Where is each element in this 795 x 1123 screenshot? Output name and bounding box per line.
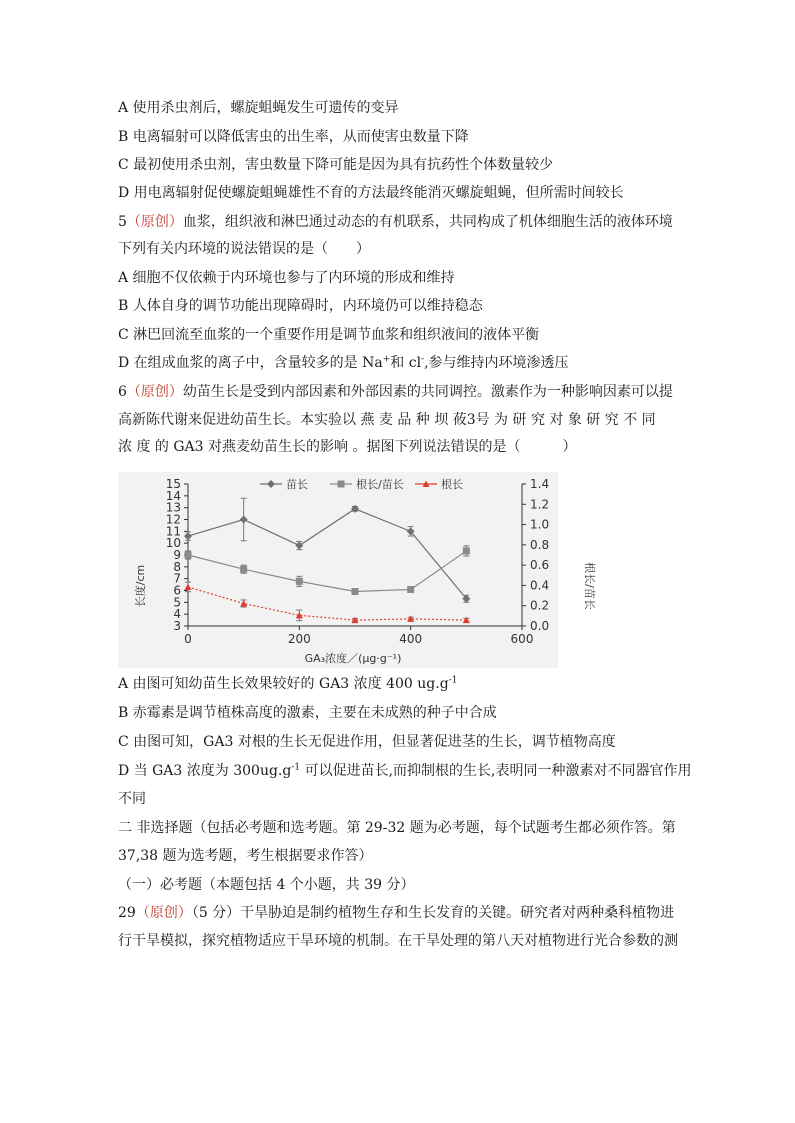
q6-option-a bbox=[118, 674, 457, 694]
left-tick-label: 14 bbox=[165, 488, 181, 503]
left-tick-label: 7 bbox=[173, 571, 181, 586]
q5-option-d-sup2: - bbox=[421, 354, 425, 365]
square-point bbox=[463, 547, 470, 554]
right-tick-label: 1.0 bbox=[530, 517, 550, 532]
section-2-heading-line2: 37,38 题为选考题，考生根据要求作答） bbox=[118, 848, 373, 864]
ga3-chart bbox=[118, 472, 596, 668]
left-tick-label: 9 bbox=[173, 548, 181, 562]
q6-option-a-text: A 由图可知幼苗生长效果较好的 GA3 浓度 400 ug.g bbox=[118, 676, 449, 692]
q29-stem bbox=[118, 903, 674, 923]
x-tick-label: 200 bbox=[287, 632, 311, 646]
q5-option-b: B 人体自身的调节功能出现障碍时，内环境仍可以维持稳态 bbox=[118, 298, 483, 314]
q5-stem-line2: 下列有关内环境的说法错误的是（ ） bbox=[118, 241, 370, 257]
left-tick-label: 3 bbox=[173, 619, 181, 633]
q6-number: 6 bbox=[118, 384, 127, 400]
left-tick-label: 8 bbox=[173, 559, 181, 574]
q5-option-c: C 淋巴回流至血浆的一个重要作用是调节血浆和组织液间的液体平衡 bbox=[118, 327, 540, 343]
square-point bbox=[352, 588, 359, 595]
x-tick-label: 400 bbox=[399, 632, 423, 646]
x-axis-label: GA₃浓度／(μg·g⁻¹) bbox=[304, 652, 402, 665]
q6-original-tag: （原创） bbox=[126, 384, 183, 400]
q5-option-d-text3: ,参与维持内环境渗透压 bbox=[424, 355, 569, 371]
q29-stem-line2: 行干旱模拟，探究植物适应干旱环境的机制。在干旱处理的第八天对植物进行光合参数的测 bbox=[118, 933, 678, 949]
left-axis-label: 长度/cm bbox=[134, 564, 147, 608]
q6-stem bbox=[118, 382, 673, 402]
q6-stem-line3: 浓 度 的 GA3 对燕麦幼苗生长的影响 。据图下列说法错误的是（ ） bbox=[118, 439, 577, 455]
left-tick-label: 5 bbox=[173, 595, 181, 610]
legend-label: 根长 bbox=[441, 478, 463, 491]
q6-option-d-line2: 不同 bbox=[118, 791, 146, 807]
q6-option-a-sup: -1 bbox=[448, 675, 458, 686]
q6-option-d-sup: -1 bbox=[291, 762, 301, 773]
q6-option-c: C 由图可知，GA3 对根的生长无促进作用，但显著促进茎的生长，调节植物高度 bbox=[118, 734, 616, 750]
right-tick-label: 0.0 bbox=[530, 619, 550, 633]
q5-number: 5 bbox=[118, 214, 127, 230]
left-tick-label: 4 bbox=[173, 607, 181, 622]
section-2-heading: 二 非选择题（包括必考题和选考题。第 29-32 题为必考题，每个试题考生都必须作答。第 bbox=[118, 820, 676, 836]
q6-option-b: B 赤霉素是调节植株高度的激素，主要在未成熟的种子中合成 bbox=[118, 705, 497, 721]
q29-number: 29 bbox=[118, 905, 136, 921]
q5-option-d-sup1: + bbox=[382, 354, 391, 365]
q4-option-c: C 最初使用杀虫剂，害虫数量下降可能是因为具有抗药性个体数量较少 bbox=[118, 157, 554, 173]
x-tick-label: 0 bbox=[184, 632, 192, 646]
q4-option-a: A 使用杀虫剂后，螺旋蛆蝇发生可遗传的变异 bbox=[118, 100, 399, 116]
square-point bbox=[296, 578, 303, 585]
legend-label: 苗长 bbox=[286, 478, 308, 491]
q6-option-d-text1: D 当 GA3 浓度为 300ug.g bbox=[118, 763, 292, 779]
square-point bbox=[240, 566, 247, 573]
right-tick-label: 1.2 bbox=[530, 497, 550, 512]
right-tick-label: 1.4 bbox=[530, 477, 550, 491]
left-tick-label: 15 bbox=[165, 477, 181, 491]
q5-option-d-text2: 和 cl bbox=[390, 355, 422, 371]
q4-option-d: D 用电离辐射促使螺旋蛆蝇雄性不育的方法最终能消灭螺旋蛆蝇，但所需时间较长 bbox=[118, 185, 624, 201]
q5-option-d-text1: D 在组成血浆的离子中，含量较多的是 Na bbox=[118, 355, 383, 371]
q5-option-d bbox=[118, 353, 569, 373]
right-tick-label: 0.2 bbox=[530, 598, 550, 613]
q4-option-b: B 电离辐射可以降低害虫的出生率，从而使害虫数量下降 bbox=[118, 129, 469, 145]
right-axis-label: 根长/苗长 bbox=[583, 562, 596, 610]
q6-stem-line2: 高新陈代谢来促进幼苗生长。本实验以 燕 麦 品 种 坝 莜3号 为 研 究 对 象 研 究 不 同 bbox=[118, 412, 656, 428]
legend-label: 根长/苗长 bbox=[356, 478, 404, 491]
q5-text: 血浆，组织液和淋巴通过动态的有机联系，共同构成了机体细胞生活的液体环境 bbox=[182, 214, 673, 230]
x-tick-label: 600 bbox=[510, 632, 534, 646]
q6-option-d-text2: 可以促进苗长,而抑制根的生长,表明同一种激素对不同器官作用 bbox=[300, 763, 692, 779]
square-point bbox=[185, 552, 192, 559]
q6-text: 幼苗生长是受到内部因素和外部因素的共同调控。激素作为一种影响因素可以提 bbox=[182, 384, 673, 400]
square-point bbox=[338, 481, 345, 488]
q29-text: （5 分）干旱胁迫是制约植物生存和生长发育的关键。研究者对两种桑科植物进 bbox=[191, 905, 675, 921]
left-tick-label: 6 bbox=[173, 583, 181, 598]
left-tick-label: 12 bbox=[165, 512, 181, 527]
q5-original-tag: （原创） bbox=[126, 214, 183, 230]
right-tick-label: 0.4 bbox=[530, 578, 550, 593]
left-tick-label: 11 bbox=[165, 524, 181, 539]
square-point bbox=[407, 586, 414, 593]
left-tick-label: 10 bbox=[165, 536, 181, 551]
right-tick-label: 0.6 bbox=[530, 558, 550, 573]
right-tick-label: 0.8 bbox=[530, 537, 550, 552]
left-tick-label: 13 bbox=[165, 500, 181, 515]
q29-original-tag: （原创） bbox=[135, 905, 192, 921]
required-questions-heading: （一）必考题（本题包括 4 个小题，共 39 分） bbox=[118, 877, 415, 893]
q5-option-a: A 细胞不仅依赖于内环境也参与了内环境的形成和维持 bbox=[118, 270, 455, 286]
q6-option-d bbox=[118, 761, 691, 781]
q5-stem bbox=[118, 212, 673, 232]
